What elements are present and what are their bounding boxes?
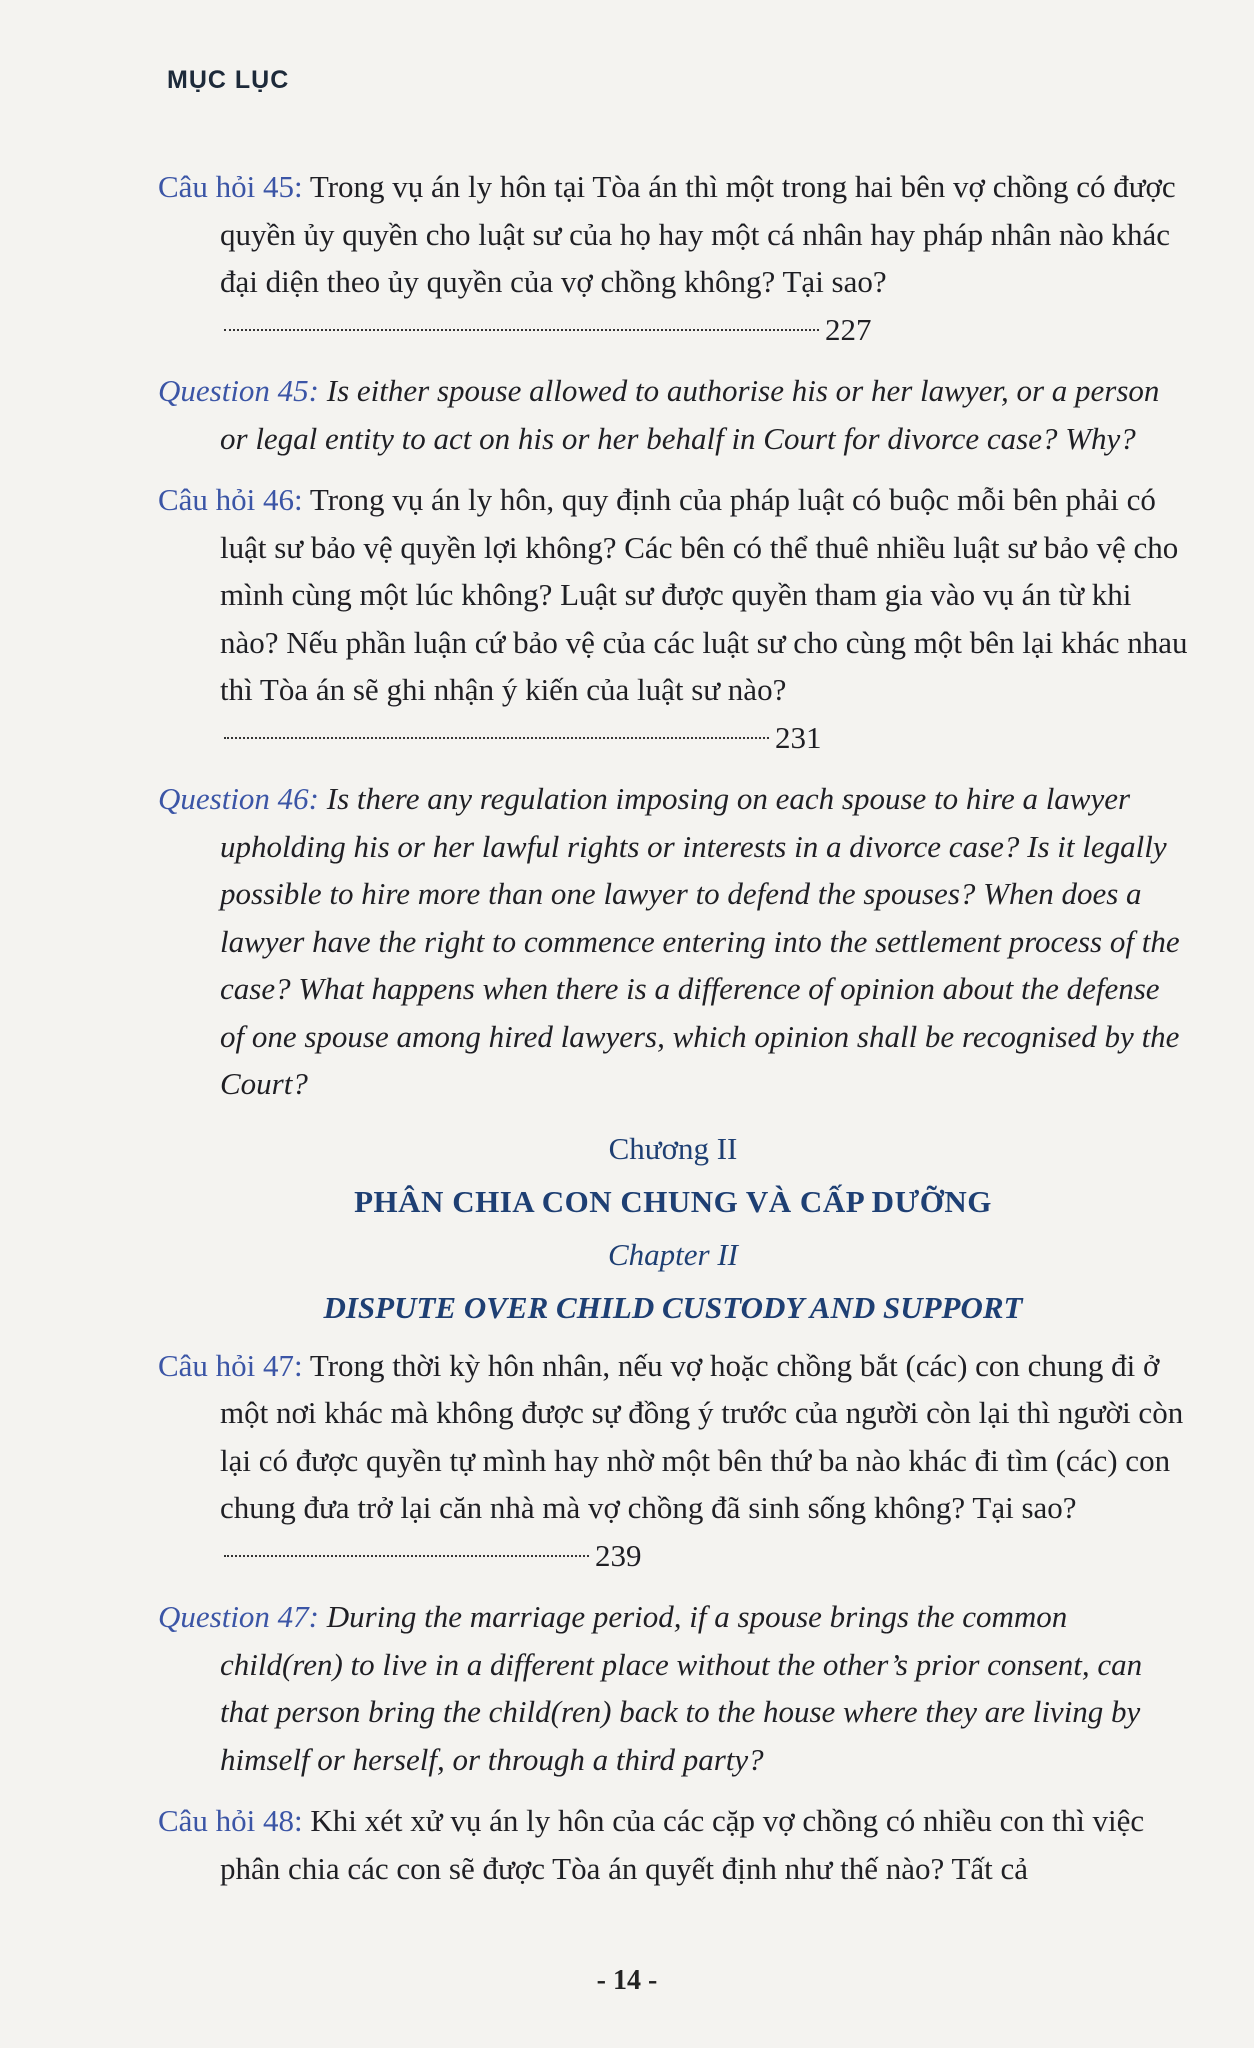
toc-entry-text [158, 1593, 1188, 1783]
question-text: Is there any regulation imposing on each spouse to hire a lawyer upholding his or her lawful rights or interests in a divorce case? Is it legally possible to hire more than one lawyer to defend the spouses? When does a lawyer have the right to commence entering into the settlement process of the case? What happens when there is a difference of opinion about the defense of one spouse among hired lawyers, which opinion shall be recognised by the Court? [220, 781, 1180, 1101]
dot-leader [224, 1555, 589, 1557]
page-number: - 14 - [596, 1965, 658, 1996]
chapter-label-en: Chapter II [607, 1236, 738, 1272]
toc-entry-text [158, 1797, 1188, 1892]
page-ref: 239 [595, 1537, 642, 1573]
running-header: MỤC LỤC [167, 66, 290, 94]
chapter-title-en: DISPUTE OVER CHILD CUSTODY AND SUPPORT [323, 1289, 1023, 1325]
dot-leader [224, 329, 819, 331]
toc-entry-q45-en [158, 367, 1188, 462]
question-label: Câu hỏi 46: [158, 482, 303, 517]
toc-entry-text [158, 1342, 1188, 1580]
toc-content [158, 163, 1188, 1906]
toc-entry-q48-vn [158, 1797, 1188, 1892]
toc-entry-q46-vn [158, 476, 1188, 761]
question-label: Question 46: [158, 781, 320, 816]
question-label: Question 45: [158, 373, 320, 408]
question-text: Trong vụ án ly hôn, quy định của pháp luật có buộc mỗi bên phải có luật sư bảo vệ quyền lợi không? Các bên có thể thuê nhiều luật sư bảo vệ cho mình cùng một lúc không? Luật sư được quyền tham gia vào vụ án từ khi nào? Nếu phần luận cứ bảo vệ của các luật sư cho cùng một bên lại khác nhau thì Tòa án sẽ ghi nhận ý kiến của luật sư nào? [220, 482, 1188, 707]
question-label: Câu hỏi 47: [158, 1347, 303, 1383]
toc-entry-text [158, 775, 1188, 1108]
dot-leader [224, 737, 769, 739]
toc-entry-text [158, 476, 1188, 761]
question-text: Khi xét xử vụ án ly hôn của các cặp vợ chồng có nhiều con thì việc phân chia các con sẽ được Tòa án quyết định như thế nào? Tất cả [220, 1803, 1145, 1886]
page-ref: 231 [775, 719, 822, 755]
toc-entry-q45-vn [158, 163, 1188, 353]
toc-entry-text [158, 163, 1188, 353]
question-text: Is either spouse allowed to authorise his or her lawyer, or a person or legal entity to act on his or her behalf in Court for divorce case? Why? [220, 373, 1160, 456]
chapter-label-vn: Chương II [608, 1130, 738, 1166]
toc-entry-q47-vn [158, 1342, 1188, 1580]
question-text: Trong thời kỳ hôn nhân, nếu vợ hoặc chồng bắt (các) con chung đi ở một nơi khác mà không được sự đồng ý trước của người còn lại thì người còn lại có được quyền tự mình hay nhờ một bên thứ ba nào khác đi tìm (các) con chung đưa trở lại căn nhà mà vợ chồng đã sinh sống không? Tại sao? [220, 1347, 1184, 1525]
question-label: Question 47: [158, 1599, 320, 1634]
toc-entry-q46-en [158, 775, 1188, 1108]
toc-entry-q47-en [158, 1593, 1188, 1783]
page-ref: 227 [825, 311, 872, 347]
question-text: During the marriage period, if a spouse brings the common child(ren) to live in a different place without the other’s prior consent, can that person bring the child(ren) back to the house where they are living by himself or herself, or through a third party? [220, 1599, 1143, 1777]
toc-entry-text [158, 367, 1188, 462]
chapter-heading [158, 1122, 1188, 1334]
chapter-title-vn: PHÂN CHIA CON CHUNG VÀ CẤP DƯỠNG [354, 1183, 992, 1219]
question-label: Câu hỏi 45: [158, 169, 303, 204]
question-text: Trong vụ án ly hôn tại Tòa án thì một trong hai bên vợ chồng có được quyền ủy quyền cho luật sư của họ hay một cá nhân hay pháp nhân nào khác đại diện theo ủy quyền của vợ chồng không? Tại sao? [220, 169, 1176, 299]
question-label: Câu hỏi 48: [158, 1803, 303, 1838]
